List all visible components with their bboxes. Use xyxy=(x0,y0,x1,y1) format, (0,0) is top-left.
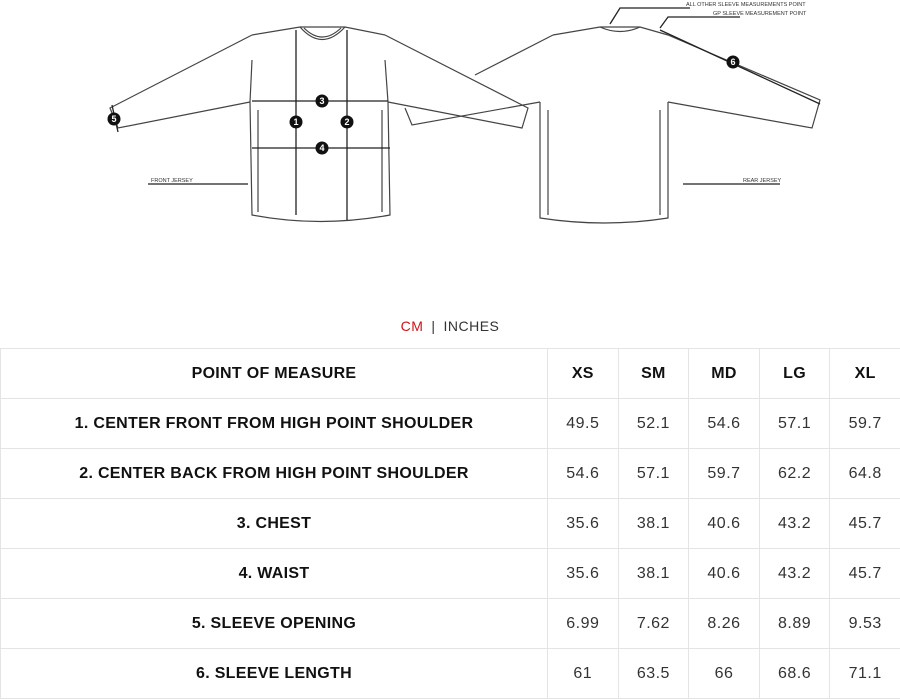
cell-value: 54.6 xyxy=(689,399,760,449)
marker-1-text: 1 xyxy=(293,117,298,127)
cell-value: 59.7 xyxy=(689,449,760,499)
front-jersey-outline xyxy=(110,27,528,222)
table-row xyxy=(1,599,900,649)
cell-value: 43.2 xyxy=(759,499,830,549)
size-chart-table xyxy=(0,348,900,699)
header-xl: XL xyxy=(830,349,900,399)
cell-value: 57.1 xyxy=(618,449,689,499)
cell-value: 49.5 xyxy=(548,399,619,449)
table-row xyxy=(1,549,900,599)
header-lg: LG xyxy=(759,349,830,399)
rear-jersey-outline xyxy=(405,27,820,223)
cell-value: 61 xyxy=(548,649,619,699)
marker-5-text: 5 xyxy=(111,114,116,124)
cell-value: 45.7 xyxy=(830,499,900,549)
unit-cm-button[interactable]: CM xyxy=(401,318,424,334)
row-label: 3. CHEST xyxy=(1,499,548,549)
cell-value: 38.1 xyxy=(618,499,689,549)
row-label: 1. CENTER FRONT FROM HIGH POINT SHOULDER xyxy=(1,399,548,449)
cell-value: 35.6 xyxy=(548,549,619,599)
front-jersey-label: FRONT JERSEY xyxy=(151,178,193,184)
header-xs: XS xyxy=(548,349,619,399)
table-row xyxy=(1,649,900,699)
cell-value: 63.5 xyxy=(618,649,689,699)
cell-value: 9.53 xyxy=(830,599,900,649)
cell-value: 64.8 xyxy=(830,449,900,499)
marker-2-text: 2 xyxy=(344,117,349,127)
cell-value: 54.6 xyxy=(548,449,619,499)
all-other-sleeve-note: ALL OTHER SLEEVE MEASUREMENTS POINT xyxy=(686,2,806,8)
table-row xyxy=(1,449,900,499)
cell-value: 8.26 xyxy=(689,599,760,649)
cell-value: 40.6 xyxy=(689,549,760,599)
cell-value: 57.1 xyxy=(759,399,830,449)
header-md: MD xyxy=(689,349,760,399)
cell-value: 66 xyxy=(689,649,760,699)
cell-value: 45.7 xyxy=(830,549,900,599)
cell-value: 52.1 xyxy=(618,399,689,449)
table-header-row xyxy=(1,349,900,399)
cell-value: 35.6 xyxy=(548,499,619,549)
cell-value: 38.1 xyxy=(618,549,689,599)
cell-value: 68.6 xyxy=(759,649,830,699)
gp-sleeve-note: GP SLEEVE MEASUREMENT POINT xyxy=(713,11,807,17)
header-sm: SM xyxy=(618,349,689,399)
row-label: 5. SLEEVE OPENING xyxy=(1,599,548,649)
cell-value: 62.2 xyxy=(759,449,830,499)
cell-value: 6.99 xyxy=(548,599,619,649)
marker-6-text: 6 xyxy=(730,57,735,67)
table-row xyxy=(1,399,900,449)
unit-toggle xyxy=(0,318,900,334)
rear-jersey-label: REAR JERSEY xyxy=(743,178,782,184)
marker-4-text: 4 xyxy=(319,143,324,153)
cell-value: 7.62 xyxy=(618,599,689,649)
cell-value: 71.1 xyxy=(830,649,900,699)
marker-group xyxy=(108,56,740,155)
header-point-of-measure: POINT OF MEASURE xyxy=(1,349,548,399)
cell-value: 8.89 xyxy=(759,599,830,649)
unit-inches-button[interactable]: INCHES xyxy=(444,318,500,334)
unit-separator: | xyxy=(431,318,435,334)
row-label: 4. WAIST xyxy=(1,549,548,599)
jersey-diagram xyxy=(0,0,900,300)
cell-value: 40.6 xyxy=(689,499,760,549)
measurement-lines xyxy=(112,8,820,220)
cell-value: 59.7 xyxy=(830,399,900,449)
jersey-diagram-svg xyxy=(0,0,900,300)
row-label: 6. SLEEVE LENGTH xyxy=(1,649,548,699)
cell-value: 43.2 xyxy=(759,549,830,599)
marker-3-text: 3 xyxy=(319,96,324,106)
row-label: 2. CENTER BACK FROM HIGH POINT SHOULDER xyxy=(1,449,548,499)
table-row xyxy=(1,499,900,549)
